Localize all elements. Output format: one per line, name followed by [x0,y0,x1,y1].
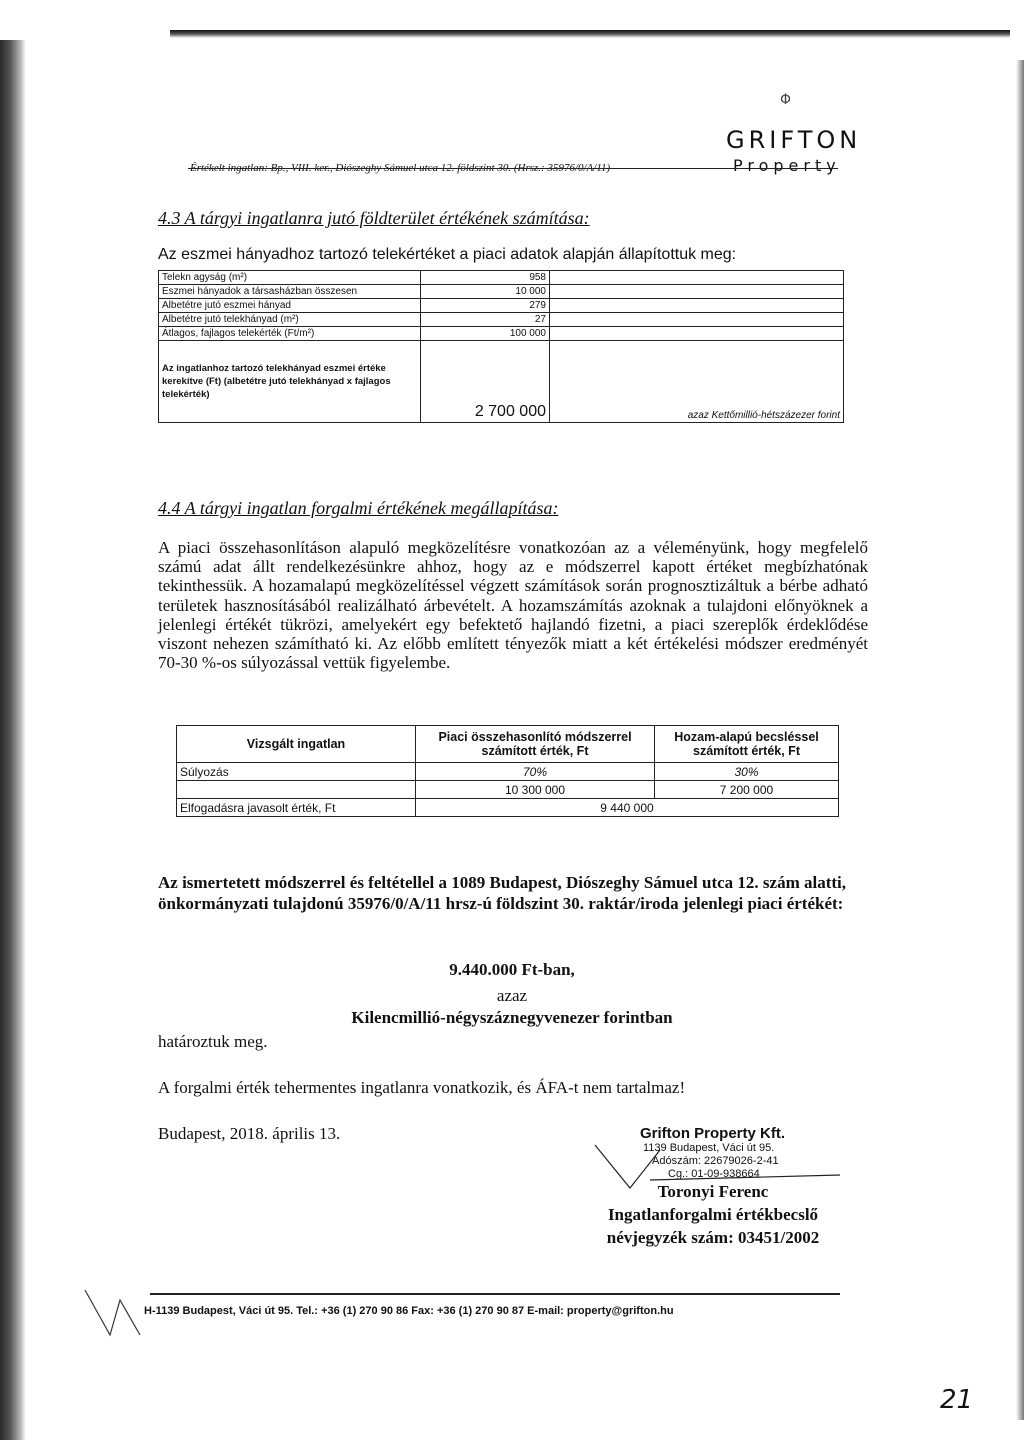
table-header-row [177,726,839,763]
final-value: 9 440 000 [416,799,839,817]
page-number: 21 [940,1385,974,1415]
empty-cell [550,299,844,313]
row-value: 100 000 [421,327,550,341]
land-value-table [158,270,844,423]
row-label: Eszmei hányadok a társasházban összesen [159,285,421,299]
scan-shadow-right [1016,60,1024,1420]
table-row [177,763,839,781]
total-label: Az ingatlanhoz tartozó telekhányad eszmei értéke kerekítve (Ft) (albetétre jutó telekhányad x fajlagos telekérték) [159,341,421,423]
footer-contact: H-1139 Budapest, Váci út 95. Tel.: +36 (1) 270 90 86 Fax: +36 (1) 270 90 87 E-mail: property@grifton.hu [144,1305,674,1317]
row-label: Albetétre jutó telekhányad (m²) [159,313,421,327]
logo-name: GRIFTON [726,126,862,154]
weight-market: 70% [416,763,655,781]
table-row [159,327,844,341]
table-row-total [159,341,844,423]
scan-shadow-left [0,40,26,1440]
value-market: 10 300 000 [416,781,655,799]
signer-name: Toronyi Ferenc [657,1182,769,1201]
table-row [159,271,844,285]
empty-cell [550,327,844,341]
signer-register: névjegyzék szám: 03451/2002 [606,1228,820,1247]
empty-cell [550,285,844,299]
row-label: Telekn agyság (m²) [159,271,421,285]
weight-income: 30% [655,763,839,781]
conclusion-text: Az ismertetett módszerrel és feltétellel a 1089 Budapest, Diószeghy Sámuel utca 12. szám alatti, önkormányzati tulajdonú 35976/0/A/11 hrsz-ú földszint 30. raktár/iroda jelenlegi piaci értékét: [158,873,847,913]
section-4-4-title: 4.4 A tárgyi ingatlan forgalmi értékének megállapítása: [158,498,559,518]
signature-company: Grifton Property Kft. [640,1125,785,1142]
header-cell: Vizsgált ingatlan [177,726,416,763]
header-cell: Hozam-alapú becsléssel számított érték, Ft [655,726,839,763]
empty-cell [550,313,844,327]
empty-cell [550,271,844,285]
table-row [159,285,844,299]
scan-shadow-top [170,30,1010,38]
signature-block [582,1180,844,1249]
conclusion-words: Kilencmillió-négyszáznegyvenezer forintban [351,1008,673,1027]
section-4-4-paragraph: A piaci összehasonlításon alapuló megközelítésre vonatkozóan az a véleményünk, hogy megfelelő számú adat állt rendelkezésünkre ahhoz, hogy az e módszerrel kapott értéket megbízhatónak tekinthessük. A hozamalapú megközelítéssel végzett számítások során prognosztizáltuk a bérbe adható területek hasznosításából realizálható árbevételt. A hozamszámítás azoknak a tulajdoni előnyöknek a jelenlegi értékét tükrözi, amelyekért egy befektető hajlandó fizetni, a piaci szereplők érdeklődése viszont nehezen számítható ki. Az előbb említett tényezők miatt a két értékelési módszer eredményét 70-30 %-os súlyozással vettük figyelembe. [158,538,868,673]
stamp-line: Cg.: 01-09-938664 [668,1168,760,1180]
stamp-line: Adószám: 22679026-2-41 [652,1155,779,1167]
vat-note: A forgalmi érték tehermentes ingatlanra vonatkozik, és ÁFA-t nem tartalmaz! [158,1078,686,1097]
stamp-line: 1139 Budapest, Váci út 95. [643,1142,775,1154]
value-income: 7 200 000 [655,781,839,799]
initials-scribble [80,1280,150,1340]
logo-icon: Φ [780,92,792,108]
footer-divider [150,1293,840,1295]
total-value: 2 700 000 [421,341,550,423]
determined-text: határoztuk meg. [158,1032,268,1051]
section-4-3-title: 4.3 A tárgyi ingatlanra jutó földterület értékének számítása: [158,208,590,228]
total-words: azaz Kettőmillió-hétszázezer forint [550,341,844,423]
header-cell: Piaci összehasonlító módszerrel számított érték, Ft [416,726,655,763]
row-value: 958 [421,271,550,285]
row-value: 279 [421,299,550,313]
section-4-3-intro: Az eszmei hányadhoz tartozó telekértéket a piaci adatok alapján állapítottuk meg: [158,246,737,263]
signer-role: Ingatlanforgalmi értékbecslő [607,1205,819,1224]
valuation-table [176,725,839,817]
table-row [177,781,839,799]
table-row [159,299,844,313]
row-label: Átlagos, fajlagos telekérték (Ft/m²) [159,327,421,341]
logo-subtitle: Property [733,156,841,175]
row-label: Albetétre jutó eszmei hányad [159,299,421,313]
conclusion-azaz: azaz [496,986,528,1005]
table-row [177,799,839,817]
header-address: Értékelt ingatlan: Bp., VIII. ker., Diószeghy Sámuel utca 12. földszint 30. (Hrsz.: 35976/0/A/11) [190,162,611,174]
empty-cell [177,781,416,799]
row-value: 27 [421,313,550,327]
row-value: 10 000 [421,285,550,299]
conclusion-amount: 9.440.000 Ft-ban, [449,960,575,979]
weight-label: Súlyozás [177,763,416,781]
table-row [159,313,844,327]
date-line: Budapest, 2018. április 13. [158,1124,341,1143]
final-label: Elfogadásra javasolt érték, Ft [177,799,416,817]
header-divider [188,168,838,169]
